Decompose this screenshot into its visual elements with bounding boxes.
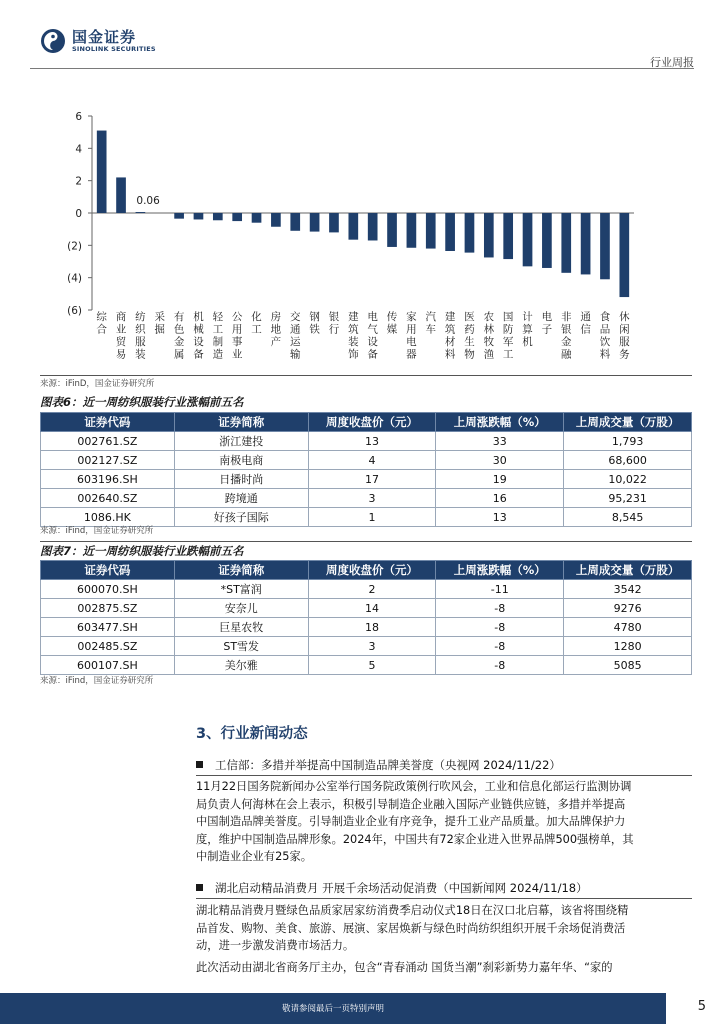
table-cell: 美尔雅 (174, 656, 308, 675)
news-line: 中制造业企业有25家。 (196, 850, 313, 863)
page-number: 5 (697, 999, 706, 1014)
table-cell: -8 (436, 618, 564, 637)
news-headline-1 (196, 757, 561, 773)
table-row (41, 470, 692, 489)
table-header-row (41, 561, 692, 580)
category-label: 家用电器 (406, 311, 417, 361)
category-label: 电气设备 (367, 311, 378, 361)
table6-source: 来源：iFind，国金证券研究所 (40, 526, 154, 536)
table-row (41, 580, 692, 599)
bar-医药生物 (465, 213, 475, 253)
category-label: 商业贸易 (115, 311, 127, 361)
table-row (41, 637, 692, 656)
chart-bottom-rule (40, 375, 692, 376)
column-header: 证券代码 (41, 413, 175, 432)
table-cell: -11 (436, 580, 564, 599)
y-tick-label: (6) (67, 305, 82, 317)
table-cell: 5 (308, 656, 436, 675)
table-cell: 1086.HK (41, 508, 175, 527)
table-row (41, 489, 692, 508)
bar-国防军工 (503, 213, 513, 259)
bar-纺织服装 (136, 212, 146, 213)
column-header: 上周成交量（万股） (564, 561, 692, 580)
category-label: 钢铁 (309, 311, 320, 336)
bar-机械设备 (194, 213, 204, 219)
table-cell: 安奈儿 (174, 599, 308, 618)
category-label: 房地产 (270, 311, 282, 348)
section-title: 3、行业新闻动态 (196, 726, 308, 742)
top-losers-table (40, 560, 692, 675)
category-label: 非银金融 (561, 311, 572, 361)
footer-disclaimer: 敬请参阅最后一页特别声明 (281, 1004, 384, 1014)
table-cell: ST雪发 (174, 637, 308, 656)
table-cell: 17 (308, 470, 436, 489)
report-type: 行业周报 (650, 56, 694, 69)
news-line: 度，维护中国制造品牌形象。2024年，中国共有72家企业进入世界品牌500强榜单，其 (196, 832, 634, 846)
news-line: 11月22日国务院新闻办公室举行国务院政策例行吹风会，工业和信息化部运行监测协调 (196, 780, 632, 793)
category-label: 建筑材料 (444, 311, 456, 361)
news-line: 中国制造品牌美誉度。引导制造业企业有序竞争，提升工业产品质量。加大品牌保护力 (196, 815, 626, 828)
table-cell: 18 (308, 618, 436, 637)
table-cell: 3 (308, 637, 436, 656)
bar-交通运输 (290, 213, 300, 231)
table-cell: 600107.SH (41, 656, 175, 675)
industry-weekly-change-chart (40, 100, 692, 372)
y-tick-label: 2 (75, 175, 82, 188)
table-cell: 8,545 (564, 508, 692, 527)
table-cell: 好孩子国际 (174, 508, 308, 527)
category-label: 医药生物 (464, 311, 475, 361)
bar-商业贸易 (116, 177, 126, 213)
bar-计算机 (523, 213, 533, 266)
category-label: 计算机 (522, 311, 533, 348)
category-label: 机械设备 (193, 311, 204, 361)
news-headline-2 (196, 880, 588, 896)
bullet-square-icon (196, 761, 203, 768)
table-cell: 3542 (564, 580, 692, 599)
news-line: 湖北精品消费月暨绿色品质家居家纺消费季启动仪式18日在汉口北启幕，该省将围绕精 (196, 904, 629, 917)
bar-家用电器 (407, 213, 417, 248)
table-cell: 14 (308, 599, 436, 618)
company-logo (40, 28, 156, 54)
table-cell: 1280 (564, 637, 692, 656)
top-gainers-table (40, 412, 692, 527)
table-cell: 1 (308, 508, 436, 527)
column-header: 证券简称 (174, 561, 308, 580)
category-label: 采掘 (154, 311, 165, 336)
table-cell: -8 (436, 637, 564, 656)
bar-休闲服务 (619, 213, 629, 297)
page-header (0, 0, 724, 70)
bar-有色金属 (174, 213, 184, 219)
table6-title: 图表6：近一周纺织服装行业涨幅前五名 (40, 395, 244, 409)
category-label: 电子 (541, 311, 553, 336)
category-label: 化工 (251, 311, 262, 336)
column-header: 上周涨跌幅（%） (436, 561, 564, 580)
bar-房地产 (271, 213, 281, 227)
table-cell: 603196.SH (41, 470, 175, 489)
news-divider (196, 775, 692, 776)
table-cell: 9276 (564, 599, 692, 618)
table-cell: 13 (308, 432, 436, 451)
table-cell: 68,600 (564, 451, 692, 470)
table-row (41, 599, 692, 618)
table-row (41, 618, 692, 637)
chart-source: 来源：iFinD，国金证券研究所 (40, 379, 155, 389)
table-cell: 13 (436, 508, 564, 527)
table-cell: *ST富润 (174, 580, 308, 599)
table-cell: 30 (436, 451, 564, 470)
category-label: 国防军工 (502, 311, 514, 361)
column-header: 周度收盘价（元） (308, 561, 436, 580)
table-cell: 南极电商 (174, 451, 308, 470)
category-label: 建筑装饰 (348, 311, 359, 361)
table-cell: 002761.SZ (41, 432, 175, 451)
table-cell: 002640.SZ (41, 489, 175, 508)
bar-钢铁 (310, 213, 320, 232)
table-cell: 巨星农牧 (174, 618, 308, 637)
table7-top-rule (40, 541, 692, 542)
table-cell: 95,231 (564, 489, 692, 508)
table-cell: 603477.SH (41, 618, 175, 637)
table-cell: 1,793 (564, 432, 692, 451)
bar-化工 (252, 213, 262, 223)
table-cell: 5085 (564, 656, 692, 675)
header-divider (30, 68, 694, 69)
bullet-square-icon (196, 884, 203, 891)
category-label: 公用事业 (231, 311, 243, 361)
table-cell: 2 (308, 580, 436, 599)
category-label: 农林牧渔 (483, 311, 495, 361)
news-line: 此次活动由湖北省商务厅主办，包含“青春涌动 国货当潮”刹彩新势力嘉年华、“家的 (196, 960, 613, 974)
bar-电子 (542, 213, 552, 268)
table-cell: 600070.SH (41, 580, 175, 599)
logo-icon (40, 28, 66, 54)
category-label: 食品饮料 (599, 311, 611, 361)
category-label: 银行 (328, 311, 340, 336)
bar-综合 (97, 131, 107, 213)
news-line: 动，进一步激发消费市场活力。 (196, 939, 355, 952)
bar-建筑材料 (445, 213, 455, 251)
table-cell: -8 (436, 656, 564, 675)
logo-cn-text: 国金证券 (72, 27, 137, 46)
category-label: 通信 (580, 311, 591, 336)
category-label: 传媒 (386, 311, 398, 336)
table-cell: 浙江建投 (174, 432, 308, 451)
bar-传媒 (387, 213, 397, 247)
y-tick-label: 6 (75, 111, 82, 123)
y-tick-label: 4 (75, 143, 82, 156)
bar-银行 (329, 213, 339, 232)
logo-en-text: SINOLINK SECURITIES (72, 44, 156, 53)
table7-title: 图表7：近一周纺织服装行业跌幅前五名 (40, 544, 244, 558)
table-cell: -8 (436, 599, 564, 618)
table7-source: 来源：iFind，国金证券研究所 (40, 676, 154, 686)
chart-canvas (40, 100, 692, 372)
category-label: 轻工制造 (212, 311, 224, 361)
table-cell: 4 (308, 451, 436, 470)
data-label: 0.06 (136, 195, 160, 207)
table-row (41, 432, 692, 451)
table-row (41, 451, 692, 470)
table-cell: 10,022 (564, 470, 692, 489)
page-footer (0, 993, 724, 1024)
category-label: 休闲服务 (619, 311, 630, 361)
column-header: 上周涨跌幅（%） (436, 413, 564, 432)
table-cell: 16 (436, 489, 564, 508)
table-cell: 4780 (564, 618, 692, 637)
table-row (41, 656, 692, 675)
column-header: 证券代码 (41, 561, 175, 580)
news-line: 品首发、购物、美食、旅游、展演、家居焕新与绿色时尚纺织组织开展千余场促消费活 (196, 921, 626, 935)
category-label: 汽车 (425, 311, 436, 336)
news-body-2 (196, 902, 692, 976)
bar-农林牧渔 (484, 213, 494, 257)
bar-公用事业 (232, 213, 242, 221)
bar-通信 (581, 213, 591, 274)
category-label: 交通运输 (290, 311, 301, 361)
y-tick-label: (4) (67, 272, 82, 285)
column-header: 周度收盘价（元） (308, 413, 436, 432)
bar-非银金融 (561, 213, 571, 273)
news-divider (196, 898, 692, 899)
column-header: 上周成交量（万股） (564, 413, 692, 432)
bar-电气设备 (368, 213, 378, 240)
table-cell: 002127.SZ (41, 451, 175, 470)
bar-食品饮料 (600, 213, 610, 279)
bar-轻工制造 (213, 213, 223, 220)
bar-建筑装饰 (348, 213, 358, 240)
y-tick-label: 0 (75, 208, 82, 220)
news-headline-text: 工信部：多措并举提高中国制造品牌美誉度（央视网 2024/11/22） (215, 758, 561, 772)
news-body-1 (196, 778, 692, 866)
table-cell: 002485.SZ (41, 637, 175, 656)
table-cell: 002875.SZ (41, 599, 175, 618)
table-header-row (41, 413, 692, 432)
table-cell: 3 (308, 489, 436, 508)
y-tick-label: (2) (67, 240, 82, 253)
news-line: 局负责人何海林在会上表示，积极引导制造企业融入国际产业链供应链，多措并举提高 (196, 797, 626, 811)
table-cell: 跨境通 (174, 489, 308, 508)
table-cell: 19 (436, 470, 564, 489)
bar-汽车 (426, 213, 436, 249)
table-cell: 日播时尚 (174, 470, 308, 489)
category-label: 综合 (96, 311, 107, 336)
news-headline-text: 湖北启动精品消费月 开展千余场活动促消费（中国新闻网 2024/11/18） (215, 881, 588, 895)
column-header: 证券简称 (174, 413, 308, 432)
category-label: 纺织服装 (135, 311, 146, 361)
table-cell: 33 (436, 432, 564, 451)
category-label: 有色金属 (173, 311, 185, 361)
